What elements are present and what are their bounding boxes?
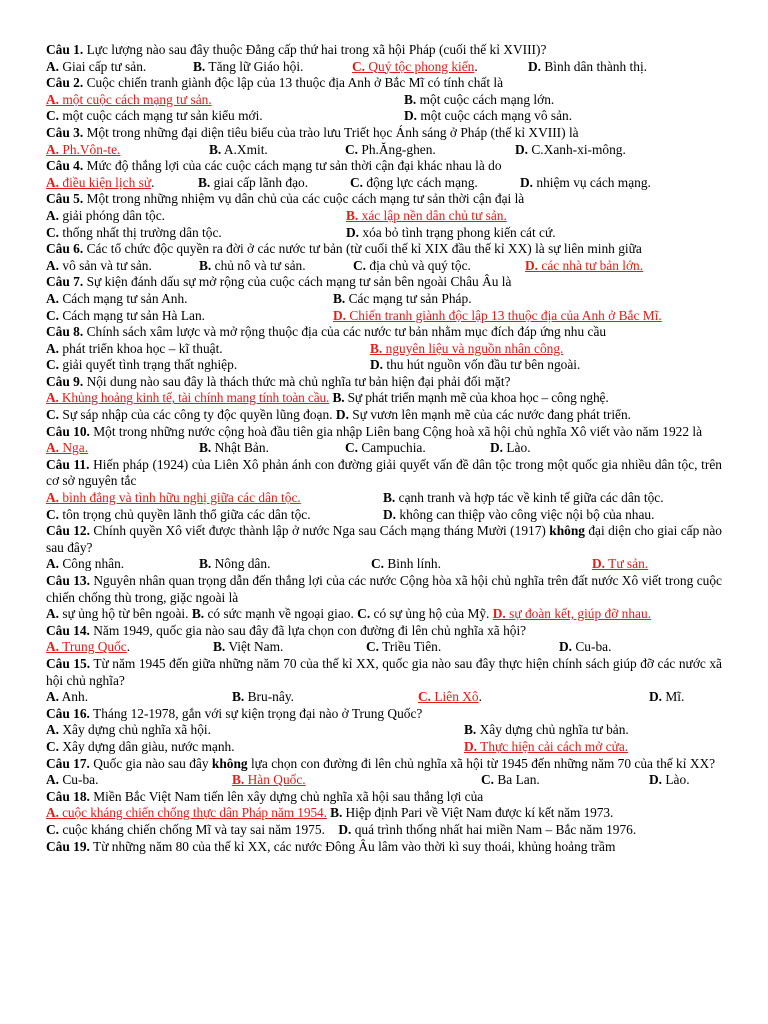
option-b: B. Nhật Bản. bbox=[199, 440, 269, 456]
option-a: A. Trung Quốc. bbox=[46, 639, 131, 655]
question-1: Câu 1. Lực lượng nào sau đây thuộc Đẳng cấp thứ hai trong xã hội Pháp (cuối thế kỉ XVIII)? bbox=[46, 42, 547, 57]
options-q15 bbox=[46, 689, 722, 706]
question-17: Câu 17. Quốc gia nào sau đây không lựa chọn con đường đi lên chủ nghĩa xã hội từ 1945 đến những năm 70 của thế kỉ XX? bbox=[46, 755, 716, 771]
options-q7-row1 bbox=[46, 291, 722, 308]
option-b: B. Tăng lữ Giáo hội. bbox=[193, 58, 304, 74]
option-c: C. Binh lính. bbox=[371, 556, 441, 572]
options-q6 bbox=[46, 258, 722, 275]
option-c: C. Sự sáp nhập của các công ty độc quyền lũng đoạn. bbox=[46, 407, 333, 423]
options-q18-row1 bbox=[46, 805, 722, 822]
option-a: A. vô sản và tư sản. bbox=[46, 257, 152, 273]
question-9: Câu 9. Nội dung nào sau đây là thách thức mà chủ nghĩa tư bản hiện đại phải đối mặt? bbox=[46, 373, 511, 389]
option-b: B. có sức mạnh về ngoại giao. bbox=[191, 606, 354, 622]
option-c: C. Xây dựng dân giàu, nước mạnh. bbox=[46, 738, 235, 754]
option-a: A. Ph.Vôn-te. bbox=[46, 141, 121, 157]
option-c: C. một cuộc cách mạng tư sản kiểu mới. bbox=[46, 108, 263, 124]
option-b: B. giai cấp lãnh đạo. bbox=[198, 174, 309, 190]
option-d: D. sự đoàn kết, giúp đỡ nhau. bbox=[492, 606, 652, 622]
option-a: A. bình đẳng và tình hữu nghị giữa các dân tộc. bbox=[46, 490, 301, 506]
option-a: A. Cu-ba. bbox=[46, 772, 99, 788]
options-q2-row1 bbox=[46, 92, 722, 109]
option-a: A. Khủng hoảng kinh tế, tài chính mang tính toàn cầu. bbox=[46, 390, 330, 406]
option-a: A. Xây dựng chủ nghĩa xã hội. bbox=[46, 722, 211, 738]
option-b: B. Việt Nam. bbox=[213, 639, 284, 655]
options-q18-row2 bbox=[46, 822, 722, 839]
options-q11-row1 bbox=[46, 490, 722, 507]
options-q5-row2 bbox=[46, 225, 722, 242]
options-q11-row2 bbox=[46, 507, 722, 524]
option-b: B. nguyên liệu và nguồn nhân công. bbox=[370, 340, 564, 356]
option-a: A. Cách mạng tư sản Anh. bbox=[46, 290, 188, 306]
option-c: C. Ph.Ăng-ghen. bbox=[345, 141, 436, 157]
option-a: A. điều kiện lịch sử. bbox=[46, 174, 155, 190]
option-d: D. thu hút nguồn vốn đầu tư bên ngoài. bbox=[370, 357, 581, 373]
option-b: B. chủ nô và tư sản. bbox=[199, 257, 306, 273]
option-c: C. Liên Xô. bbox=[418, 689, 482, 705]
option-a: A. Anh. bbox=[46, 689, 89, 705]
option-d: D. một cuộc cách mạng vô sản. bbox=[404, 108, 573, 124]
options-q4 bbox=[46, 175, 722, 192]
option-c: C. giải quyết tình trạng thất nghiệp. bbox=[46, 357, 238, 373]
question-8: Câu 8. Chính sách xâm lược và mở rộng thuộc địa của các nước tư bản nhằm mục đích đáp ứng nhu cầu bbox=[46, 324, 607, 340]
option-a: A. phát triển khoa học – kĩ thuật. bbox=[46, 340, 223, 356]
option-b: B. Bru-nây. bbox=[232, 689, 294, 705]
option-d: D. Bình dân thành thị. bbox=[528, 58, 648, 74]
question-10: Câu 10. Một trong những nước cộng hoà đầu tiên gia nhập Liên bang Cộng hoà xã hội chủ nghĩa Xô viết vào năm 1922 là bbox=[46, 423, 703, 439]
options-q1 bbox=[46, 59, 722, 76]
options-q5-row1 bbox=[46, 208, 722, 225]
option-a: A. cuộc kháng chiến chống thực dân Pháp năm 1954. bbox=[46, 805, 327, 821]
options-q8-row1 bbox=[46, 341, 722, 358]
question-7: Câu 7. Sự kiện đánh dấu sự mở rộng của cuộc cách mạng tư sản bên ngoài Châu Âu là bbox=[46, 274, 512, 290]
option-b: B. cạnh tranh và hợp tác về kinh tế giữa các dân tộc. bbox=[383, 490, 664, 506]
options-q10 bbox=[46, 440, 722, 457]
question-14: Câu 14. Năm 1949, quốc gia nào sau đây đã lựa chọn con đường đi lên chủ nghĩa xã hội? bbox=[46, 622, 527, 638]
options-q17 bbox=[46, 772, 722, 789]
option-c: C. Cách mạng tư sản Hà Lan. bbox=[46, 307, 205, 323]
exam-page bbox=[46, 42, 722, 855]
option-a: A. giải phóng dân tộc. bbox=[46, 207, 166, 223]
option-b: B. Xây dựng chủ nghĩa tư bản. bbox=[464, 722, 629, 738]
option-a: A. Giai cấp tư sản. bbox=[46, 58, 147, 74]
option-d: D. Lào. bbox=[490, 440, 531, 456]
option-c: C. Ba Lan. bbox=[481, 772, 540, 788]
option-a: A. một cuộc cách mạng tư sản. bbox=[46, 91, 212, 107]
option-c: C. tôn trọng chủ quyền lãnh thổ giữa các dân tộc. bbox=[46, 506, 311, 522]
options-q16-row2 bbox=[46, 739, 722, 756]
option-d: D. các nhà tư bản lớn. bbox=[525, 257, 644, 273]
options-q3 bbox=[46, 142, 722, 159]
options-q12 bbox=[46, 556, 722, 573]
options-q9-row2 bbox=[46, 407, 722, 424]
option-b: B. A.Xmit. bbox=[209, 141, 268, 157]
question-3: Câu 3. Một trong những đại diện tiêu biểu của trào lưu Triết học Ánh sáng ở Pháp (thế kỉ XVIII) là bbox=[46, 124, 579, 140]
option-d: D. C.Xanh-xi-mông. bbox=[515, 141, 626, 157]
option-d: D. Cu-ba. bbox=[559, 639, 612, 655]
option-b: B. Hiệp định Pari về Việt Nam được kí kết năm 1973. bbox=[330, 805, 614, 821]
option-d: D. nhiệm vụ cách mạng. bbox=[520, 174, 651, 190]
question-2: Câu 2. Cuộc chiến tranh giành độc lập của 13 thuộc địa Anh ở Bắc Mĩ có tính chất là bbox=[46, 75, 504, 91]
question-6: Câu 6. Các tổ chức độc quyền ra đời ở các nước tư bản (từ cuối thế kỉ XIX đầu thế kỉ XX) là sự liên minh giữa bbox=[46, 241, 642, 257]
option-c: C. Campuchia. bbox=[345, 440, 426, 456]
options-q7-row2 bbox=[46, 308, 722, 325]
question-19: Câu 19. Từ những năm 80 của thế kỉ XX, các nước Đông Âu lâm vào thời kì suy thoái, khủng hoảng trầm bbox=[46, 838, 616, 854]
question-18: Câu 18. Miền Bắc Việt Nam tiến lên xây dựng chủ nghĩa xã hội sau thắng lợi của bbox=[46, 788, 484, 804]
question-11: Câu 11. Hiến pháp (1924) của Liên Xô phản ánh con đường giải quyết vấn đề dân tộc trong một quốc gia nhiều dân tộc, trên cơ sở nguyên tắc bbox=[46, 456, 722, 489]
question-16: Câu 16. Tháng 12-1978, gắn với sự kiện trọng đại nào ở Trung Quốc? bbox=[46, 705, 423, 721]
question-13: Câu 13. Nguyên nhân quan trọng dẫn đến thắng lợi của các nước Cộng hòa xã hội chủ nghĩa trên đất nước Xô viết trong cuộc chiến chống thù trong, giặc ngoài là bbox=[46, 573, 722, 605]
option-d: D. Sự vươn lên mạnh mẽ của các nước đang phát triển. bbox=[335, 407, 632, 423]
question-15: Câu 15. Từ năm 1945 đến giữa những năm 70 của thế kỉ XX, quốc gia nào sau đây thực hiện chính sách giúp đỡ các nước xã hội chủ nghĩa? bbox=[46, 655, 722, 688]
option-c: C. Quý tộc phong kiến. bbox=[352, 58, 478, 74]
option-c: C. có sự ủng hộ của Mỹ. bbox=[357, 606, 490, 622]
option-c: C. Triều Tiên. bbox=[366, 639, 442, 655]
option-c: C. địa chủ và quý tộc. bbox=[353, 257, 471, 273]
option-a: A. Nga. bbox=[46, 440, 89, 456]
options-q16-row1 bbox=[46, 722, 722, 739]
option-c: C. thống nhất thị trường dân tộc. bbox=[46, 224, 222, 240]
option-d: D. Mĩ. bbox=[649, 689, 685, 705]
option-b: B. Hàn Quốc. bbox=[232, 772, 306, 788]
option-d: D. xóa bỏ tình trạng phong kiến cát cứ. bbox=[346, 224, 556, 240]
option-b: B. Các mạng tư sản Pháp. bbox=[333, 290, 472, 306]
question-5: Câu 5. Một trong những nhiệm vụ dân chủ của các cuộc cách mạng tư sản thời cận đại là bbox=[46, 191, 525, 207]
option-c: C. cuộc kháng chiến chống Mĩ và tay sai năm 1975. bbox=[46, 821, 325, 837]
question-4: Câu 4. Mức độ thắng lợi của các cuộc cách mạng tư sản thời cận đại khác nhau là do bbox=[46, 158, 502, 174]
option-a: A. sự ủng hộ từ bên ngoài. bbox=[46, 606, 189, 622]
option-a: A. Công nhân. bbox=[46, 556, 125, 572]
options-q2-row2 bbox=[46, 108, 722, 125]
option-b: B. Nông dân. bbox=[199, 556, 271, 572]
option-b: B. Sự phát triển mạnh mẽ của khoa học – công nghệ. bbox=[332, 390, 609, 406]
option-b: B. xác lập nền dân chủ tư sản. bbox=[346, 207, 507, 223]
option-d: D. Tư sản. bbox=[592, 556, 649, 572]
option-d: D. Thực hiện cải cách mở cửa. bbox=[464, 738, 629, 754]
option-d: D. không can thiệp vào công việc nội bộ của nhau. bbox=[383, 506, 655, 522]
option-b: B. một cuộc cách mạng lớn. bbox=[404, 91, 555, 107]
option-c: C. động lực cách mạng. bbox=[350, 174, 478, 190]
options-q8-row2 bbox=[46, 357, 722, 374]
options-q13 bbox=[46, 606, 722, 623]
options-q9-row1 bbox=[46, 390, 722, 407]
option-d: D. Chiến tranh giành độc lập 13 thuộc địa của Anh ở Bắc Mĩ. bbox=[333, 307, 662, 323]
options-q14 bbox=[46, 639, 722, 656]
option-d: D. Lào. bbox=[649, 772, 690, 788]
question-12: Câu 12. Chính quyền Xô viết được thành lập ở nước Nga sau Cách mạng tháng Mười (1917) không đại diện cho giai cấp nào sau đây? bbox=[46, 523, 722, 555]
option-d: D. quá trình thống nhất hai miền Nam – Bắc năm 1976. bbox=[338, 821, 637, 837]
